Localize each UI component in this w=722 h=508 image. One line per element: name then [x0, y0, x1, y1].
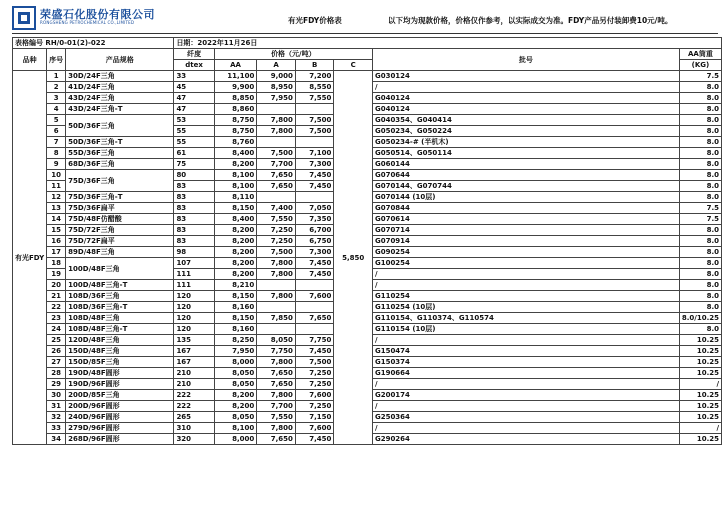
row-seq: 24	[47, 324, 66, 335]
row-spec: 68D/36F三角	[66, 159, 174, 170]
row-dtex: 222	[174, 390, 214, 401]
row-price-a: 7,800	[257, 357, 296, 368]
row-seq: 23	[47, 313, 66, 324]
row-seq: 31	[47, 401, 66, 412]
row-seq: 13	[47, 203, 66, 214]
row-weight: 10.25	[679, 357, 721, 368]
row-price-b: 7,500	[295, 357, 334, 368]
row-seq: 22	[47, 302, 66, 313]
row-spec: 200D/85F三角	[66, 390, 174, 401]
row-seq: 30	[47, 390, 66, 401]
row-seq: 16	[47, 236, 66, 247]
row-price-aa: 8,200	[214, 159, 257, 170]
row-seq: 2	[47, 82, 66, 93]
row-batch: G040354、G040414	[372, 115, 679, 126]
row-batch: G060144	[372, 159, 679, 170]
col-fineness-unit: dtex	[174, 60, 214, 71]
row-seq: 29	[47, 379, 66, 390]
row-batch: G070914	[372, 236, 679, 247]
category-cell: 有光FDY	[13, 71, 47, 445]
row-price-aa: 8,400	[214, 148, 257, 159]
row-spec: 75D/72F扁平	[66, 236, 174, 247]
table-number: 表格编号 RH/0-01(2)-022	[13, 38, 174, 49]
row-price-aa: 8,200	[214, 247, 257, 258]
row-dtex: 120	[174, 302, 214, 313]
row-dtex: 167	[174, 346, 214, 357]
row-price-aa: 8,150	[214, 291, 257, 302]
row-dtex: 75	[174, 159, 214, 170]
row-price-b: 7,300	[295, 159, 334, 170]
col-grade-c: C	[334, 60, 373, 71]
col-spec: 产品规格	[66, 49, 174, 71]
row-batch: /	[372, 335, 679, 346]
meta-row	[13, 38, 722, 49]
row-batch: G150374	[372, 357, 679, 368]
document-header	[0, 0, 722, 36]
row-weight: /	[679, 423, 721, 434]
row-spec: 75D/36F三角	[66, 170, 174, 192]
row-seq: 19	[47, 269, 66, 280]
row-weight: 8.0	[679, 159, 721, 170]
row-dtex: 222	[174, 401, 214, 412]
row-weight: 8.0	[679, 280, 721, 291]
row-price-aa: 8,750	[214, 126, 257, 137]
row-dtex: 53	[174, 115, 214, 126]
row-dtex: 55	[174, 137, 214, 148]
row-price-a: 7,700	[257, 159, 296, 170]
row-dtex: 83	[174, 225, 214, 236]
row-batch: G200174	[372, 390, 679, 401]
row-spec: 150D/85F三角	[66, 357, 174, 368]
row-weight: 8.0	[679, 192, 721, 203]
company-name-en: RONGSHENG PETROCHEMICAL CO.,LIMITED	[40, 20, 135, 25]
row-weight: 8.0	[679, 93, 721, 104]
row-price-a: 7,650	[257, 368, 296, 379]
row-batch: G040124	[372, 104, 679, 115]
row-price-aa: 8,250	[214, 335, 257, 346]
row-seq: 28	[47, 368, 66, 379]
row-dtex: 47	[174, 104, 214, 115]
row-batch: G110154 (10层)	[372, 324, 679, 335]
row-price-b: 7,450	[295, 346, 334, 357]
col-grade-b: B	[295, 60, 334, 71]
row-dtex: 61	[174, 148, 214, 159]
row-batch: /	[372, 82, 679, 93]
row-seq: 34	[47, 434, 66, 445]
row-price-aa: 8,100	[214, 423, 257, 434]
row-price-b	[295, 192, 334, 203]
price-table	[12, 37, 722, 445]
row-weight: /	[679, 379, 721, 390]
row-spec: 190D/48F圆形	[66, 368, 174, 379]
row-batch: G050514、G050114	[372, 148, 679, 159]
header-rule	[12, 33, 718, 34]
col-weight: AA筒重	[679, 49, 721, 60]
row-price-aa: 9,900	[214, 82, 257, 93]
row-price-a: 7,650	[257, 379, 296, 390]
row-seq: 6	[47, 126, 66, 137]
row-seq: 3	[47, 93, 66, 104]
row-weight: 7.5	[679, 203, 721, 214]
row-seq: 8	[47, 148, 66, 159]
row-price-a: 7,800	[257, 269, 296, 280]
row-price-b: 7,500	[295, 126, 334, 137]
row-price-b: 7,250	[295, 401, 334, 412]
price-note: 以下均为现款价格，价格仅作参考，以实际成交为准。FDY产品另付装卸费10元/吨。	[388, 16, 673, 25]
row-spec: 108D/48F三角	[66, 313, 174, 324]
row-weight: 8.0	[679, 269, 721, 280]
row-price-aa: 8,860	[214, 104, 257, 115]
row-dtex: 111	[174, 280, 214, 291]
row-batch: G250364	[372, 412, 679, 423]
row-price-a: 7,800	[257, 390, 296, 401]
row-spec: 150D/48F三角	[66, 346, 174, 357]
row-price-aa: 8,160	[214, 302, 257, 313]
row-price-b: 7,450	[295, 434, 334, 445]
row-seq: 10	[47, 170, 66, 181]
row-spec: 89D/48F三角	[66, 247, 174, 258]
row-weight: 8.0	[679, 126, 721, 137]
row-price-b: 7,050	[295, 203, 334, 214]
row-seq: 7	[47, 137, 66, 148]
row-dtex: 210	[174, 368, 214, 379]
row-price-aa: 8,200	[214, 390, 257, 401]
row-price-a	[257, 192, 296, 203]
row-price-b: 7,250	[295, 379, 334, 390]
row-price-a: 7,800	[257, 258, 296, 269]
row-seq: 21	[47, 291, 66, 302]
row-spec: 41D/24F三角	[66, 82, 174, 93]
row-weight: 8.0	[679, 291, 721, 302]
row-batch: G070144 (10层)	[372, 192, 679, 203]
row-seq: 9	[47, 159, 66, 170]
row-price-aa: 8,000	[214, 434, 257, 445]
row-weight: 8.0	[679, 247, 721, 258]
row-weight: 8.0	[679, 302, 721, 313]
row-weight: 10.25	[679, 412, 721, 423]
row-weight: 8.0	[679, 104, 721, 115]
row-spec: 268D/96F圆形	[66, 434, 174, 445]
row-price-a: 7,250	[257, 236, 296, 247]
row-batch: /	[372, 401, 679, 412]
row-price-b: 7,200	[295, 71, 334, 82]
row-price-a: 7,750	[257, 346, 296, 357]
row-price-b: 7,150	[295, 412, 334, 423]
row-price-aa: 8,110	[214, 192, 257, 203]
row-price-aa: 8,150	[214, 313, 257, 324]
row-dtex: 265	[174, 412, 214, 423]
row-spec: 50D/36F三角	[66, 115, 174, 137]
row-price-aa: 8,100	[214, 170, 257, 181]
row-seq: 25	[47, 335, 66, 346]
row-seq: 5	[47, 115, 66, 126]
row-price-aa: 8,050	[214, 368, 257, 379]
row-seq: 1	[47, 71, 66, 82]
row-weight: 10.25	[679, 346, 721, 357]
row-price-b: 7,100	[295, 148, 334, 159]
row-price-a: 7,800	[257, 126, 296, 137]
row-dtex: 320	[174, 434, 214, 445]
row-price-a: 7,800	[257, 423, 296, 434]
row-spec: 108D/48F三角-T	[66, 324, 174, 335]
company-name-cn: 荣盛石化股份有限公司	[40, 8, 155, 21]
col-fineness: 纤度	[174, 49, 214, 60]
row-batch: G110254 (10层)	[372, 302, 679, 313]
row-seq: 17	[47, 247, 66, 258]
row-dtex: 120	[174, 291, 214, 302]
col-batch: 批号	[372, 49, 679, 71]
row-price-b	[295, 280, 334, 291]
row-dtex: 120	[174, 313, 214, 324]
row-price-a: 7,850	[257, 313, 296, 324]
row-batch: G070144、G070744	[372, 181, 679, 192]
header-row-1	[13, 49, 722, 60]
row-price-aa: 8,200	[214, 258, 257, 269]
col-price-group: 价格（元/吨）	[214, 49, 372, 60]
report-date: 日期：2022年11月26日	[174, 38, 722, 49]
row-batch: G290264	[372, 434, 679, 445]
row-price-b: 7,450	[295, 181, 334, 192]
row-seq: 12	[47, 192, 66, 203]
col-weight-unit: (KG)	[679, 60, 721, 71]
row-spec: 200D/96F圆形	[66, 401, 174, 412]
row-price-aa: 8,200	[214, 401, 257, 412]
row-price-b: 7,450	[295, 258, 334, 269]
row-price-b: 7,600	[295, 423, 334, 434]
row-price-aa: 8,200	[214, 236, 257, 247]
row-seq: 14	[47, 214, 66, 225]
row-spec: 75D/72F三角	[66, 225, 174, 236]
row-spec: 75D/48F仿醋酸	[66, 214, 174, 225]
row-weight: 8.0	[679, 148, 721, 159]
row-dtex: 80	[174, 170, 214, 181]
row-price-a: 7,650	[257, 434, 296, 445]
row-seq: 20	[47, 280, 66, 291]
row-seq: 27	[47, 357, 66, 368]
row-weight: 10.25	[679, 390, 721, 401]
row-weight: 8.0	[679, 181, 721, 192]
row-price-b: 7,500	[295, 115, 334, 126]
row-spec: 30D/24F三角	[66, 71, 174, 82]
row-price-a	[257, 104, 296, 115]
row-weight: 8.0	[679, 225, 721, 236]
row-batch: G050234-# (半机木)	[372, 137, 679, 148]
row-spec: 108D/36F三角	[66, 291, 174, 302]
row-batch: /	[372, 280, 679, 291]
row-seq: 15	[47, 225, 66, 236]
col-grade-aa: AA	[214, 60, 257, 71]
row-weight: 10.25	[679, 368, 721, 379]
row-price-b: 8,550	[295, 82, 334, 93]
row-price-aa: 8,200	[214, 225, 257, 236]
row-price-b	[295, 137, 334, 148]
row-spec: 279D/96F圆形	[66, 423, 174, 434]
row-price-a: 7,800	[257, 115, 296, 126]
row-weight: 7.5	[679, 214, 721, 225]
row-price-b: 7,450	[295, 269, 334, 280]
row-batch: /	[372, 269, 679, 280]
row-price-aa: 11,100	[214, 71, 257, 82]
row-dtex: 111	[174, 269, 214, 280]
row-spec: 43D/24F三角	[66, 93, 174, 104]
row-price-a: 7,650	[257, 181, 296, 192]
row-price-b	[295, 324, 334, 335]
row-weight: 8.0	[679, 258, 721, 269]
row-price-b	[295, 104, 334, 115]
row-batch: G070714	[372, 225, 679, 236]
row-weight: 8.0	[679, 324, 721, 335]
row-price-b: 7,750	[295, 335, 334, 346]
row-dtex: 98	[174, 247, 214, 258]
row-spec: 100D/48F三角-T	[66, 280, 174, 291]
row-batch: G090254	[372, 247, 679, 258]
row-price-aa: 8,050	[214, 412, 257, 423]
row-price-a	[257, 137, 296, 148]
row-price-b: 7,350	[295, 214, 334, 225]
row-weight: 10.25	[679, 434, 721, 445]
row-price-aa: 8,200	[214, 269, 257, 280]
row-dtex: 83	[174, 236, 214, 247]
row-price-a: 7,250	[257, 225, 296, 236]
row-price-a: 7,700	[257, 401, 296, 412]
row-price-a	[257, 280, 296, 291]
row-price-a	[257, 324, 296, 335]
row-batch: G070614	[372, 214, 679, 225]
row-batch: G110254	[372, 291, 679, 302]
row-price-a	[257, 302, 296, 313]
row-spec: 75D/36F三角-T	[66, 192, 174, 203]
row-dtex: 33	[174, 71, 214, 82]
row-dtex: 310	[174, 423, 214, 434]
row-price-aa: 8,750	[214, 115, 257, 126]
row-price-b: 7,250	[295, 368, 334, 379]
row-spec: 75D/36F扁平	[66, 203, 174, 214]
row-batch: G190664	[372, 368, 679, 379]
row-batch: G070644	[372, 170, 679, 181]
row-price-aa: 8,100	[214, 181, 257, 192]
row-batch: G030124	[372, 71, 679, 82]
row-weight: 8.0	[679, 137, 721, 148]
row-seq: 4	[47, 104, 66, 115]
row-price-b	[295, 302, 334, 313]
row-price-a: 7,500	[257, 148, 296, 159]
row-batch: G050234、G050224	[372, 126, 679, 137]
row-spec: 100D/48F三角	[66, 258, 174, 280]
row-dtex: 120	[174, 324, 214, 335]
row-spec: 50D/36F三角-T	[66, 137, 174, 148]
table-row	[13, 71, 722, 82]
row-price-aa: 8,210	[214, 280, 257, 291]
col-seq: 序号	[47, 49, 66, 71]
row-weight: 8.0/10.25	[679, 313, 721, 324]
row-dtex: 47	[174, 93, 214, 104]
row-spec: 108D/36F三角-T	[66, 302, 174, 313]
row-spec: 55D/36F三角	[66, 148, 174, 159]
row-spec: 120D/48F三角	[66, 335, 174, 346]
row-price-a: 9,000	[257, 71, 296, 82]
row-dtex: 210	[174, 379, 214, 390]
row-weight: 10.25	[679, 401, 721, 412]
document-title: 有光FDY价格表	[288, 16, 342, 25]
row-price-aa: 8,150	[214, 203, 257, 214]
row-price-a: 7,800	[257, 291, 296, 302]
row-price-aa: 8,160	[214, 324, 257, 335]
row-weight: 8.0	[679, 115, 721, 126]
row-spec: 240D/96F圆形	[66, 412, 174, 423]
row-price-b: 7,600	[295, 291, 334, 302]
row-dtex: 55	[174, 126, 214, 137]
row-price-a: 7,950	[257, 93, 296, 104]
row-dtex: 83	[174, 181, 214, 192]
row-batch: G100254	[372, 258, 679, 269]
row-price-a: 7,550	[257, 412, 296, 423]
row-dtex: 83	[174, 203, 214, 214]
row-weight: 8.0	[679, 82, 721, 93]
row-dtex: 83	[174, 214, 214, 225]
row-batch: /	[372, 379, 679, 390]
row-price-aa: 8,000	[214, 357, 257, 368]
row-price-a: 8,050	[257, 335, 296, 346]
row-weight: 10.25	[679, 335, 721, 346]
row-price-a: 7,500	[257, 247, 296, 258]
row-price-b: 7,550	[295, 93, 334, 104]
row-dtex: 135	[174, 335, 214, 346]
row-batch: G040124	[372, 93, 679, 104]
row-batch: G110154、G110374、G110574	[372, 313, 679, 324]
row-spec: 190D/96F圆形	[66, 379, 174, 390]
row-price-a: 7,400	[257, 203, 296, 214]
row-dtex: 167	[174, 357, 214, 368]
row-price-aa: 7,950	[214, 346, 257, 357]
c-price-cell: 5,850	[334, 71, 373, 445]
row-price-b: 7,600	[295, 390, 334, 401]
row-batch: G070844	[372, 203, 679, 214]
row-weight: 8.0	[679, 236, 721, 247]
row-price-b: 7,450	[295, 170, 334, 181]
row-seq: 18	[47, 258, 66, 269]
row-price-aa: 8,050	[214, 379, 257, 390]
row-price-b: 7,650	[295, 313, 334, 324]
row-price-a: 7,550	[257, 214, 296, 225]
row-price-a: 7,650	[257, 170, 296, 181]
row-weight: 7.5	[679, 71, 721, 82]
row-price-b: 6,700	[295, 225, 334, 236]
row-dtex: 107	[174, 258, 214, 269]
col-category: 品种	[13, 49, 47, 71]
row-seq: 33	[47, 423, 66, 434]
row-weight: 8.0	[679, 170, 721, 181]
row-seq: 32	[47, 412, 66, 423]
row-dtex: 83	[174, 192, 214, 203]
row-dtex: 45	[174, 82, 214, 93]
row-spec: 43D/24F三角-T	[66, 104, 174, 115]
row-price-aa: 8,400	[214, 214, 257, 225]
row-seq: 26	[47, 346, 66, 357]
row-seq: 11	[47, 181, 66, 192]
row-price-a: 8,950	[257, 82, 296, 93]
row-batch: /	[372, 423, 679, 434]
row-price-b: 7,300	[295, 247, 334, 258]
row-price-aa: 8,850	[214, 93, 257, 104]
col-grade-a: A	[257, 60, 296, 71]
row-batch: G150474	[372, 346, 679, 357]
row-price-aa: 8,760	[214, 137, 257, 148]
row-price-b: 6,750	[295, 236, 334, 247]
company-logo-icon	[12, 6, 36, 30]
